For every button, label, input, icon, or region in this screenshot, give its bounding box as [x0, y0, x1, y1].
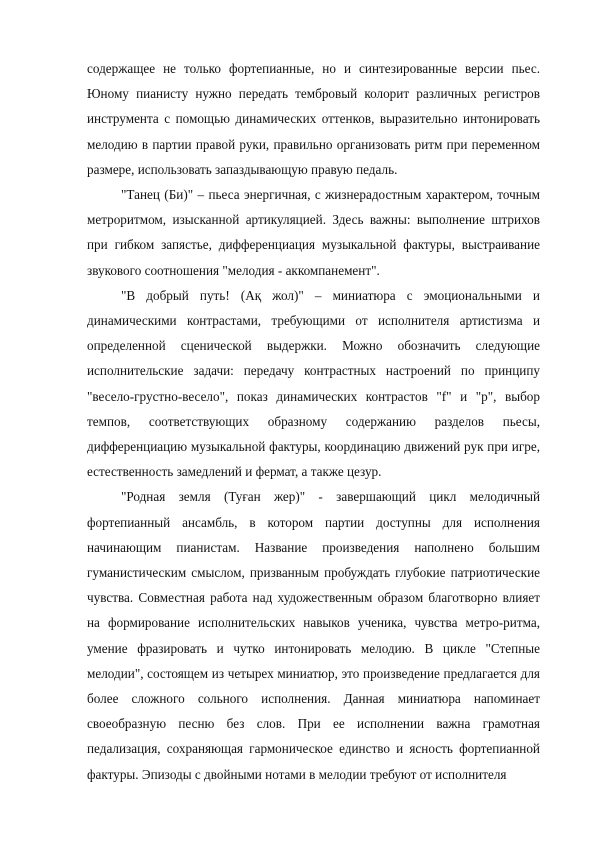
paragraph-native-land: "Родная земля (Туған жер)" - завершающий цикл мелодичный фортепианный ансамбль, в котором партии доступны для исполнения начинающим пианистам. Название произведения наполнено большим гуманистическим смыслом, призванным пробуждать глубокие патриотические чувства. Совместная работа над художественным образом благотворно влияет на формирование исполнительских навыков ученика, чувства метро-ритма, умение фразировать и чутко интонировать мелодию. В цикле "Степные мелодии", состоящем из четырех миниатюр, это произведение предлагается для более сложного сольного исполнения. Данная миниатюра напоминает своеобразную песню без слов. При ее исполнении важна грамотная педализация, сохраняющая гармоническое единство и ясность фортепианной фактуры. Эпизоды с двойными нотами в мелодии требуют от исполнителя: [87, 489, 540, 782]
paragraph-dance: "Танец (Би)" – пьеса энергичная, с жизнерадостным характером, точным метроритмом, изысканной артикуляцией. Здесь важны: выполнение штрихов при гибком запястье, дифференциация музыкальной фактуры, выстраивание звукового соотношения "мелодия - аккомпанемент".: [87, 187, 540, 278]
document-body: [87, 56, 540, 787]
paragraph-good-journey: "В добрый путь! (Ақ жол)" – миниатюра с эмоциональными и динамическими контрастами, требующими от исполнителя артистизма и определенной сценической выдержки. Можно обозначить следующие исполнительские задачи: передачу контрастных настроений по принципу "весело-грустно-весело", показ динамических контрастов "f" и "p", выбор темпов, соответствующих образному содержанию разделов пьесы, дифференциацию музыкальной фактуры, координацию движений рук при игре, естественность замедлений и фермат, а также цезур.: [87, 287, 540, 480]
paragraph-continuation: содержащее не только фортепианные, но и синтезированные версии пьес. Юному пианисту нужно передать тембровый колорит различных регистров инструмента с помощью динамических оттенков, выразительно интонировать мелодию в партии правой руки, правильно организовать ритм при переменном размере, использовать запаздывающую правую педаль.: [87, 61, 540, 177]
